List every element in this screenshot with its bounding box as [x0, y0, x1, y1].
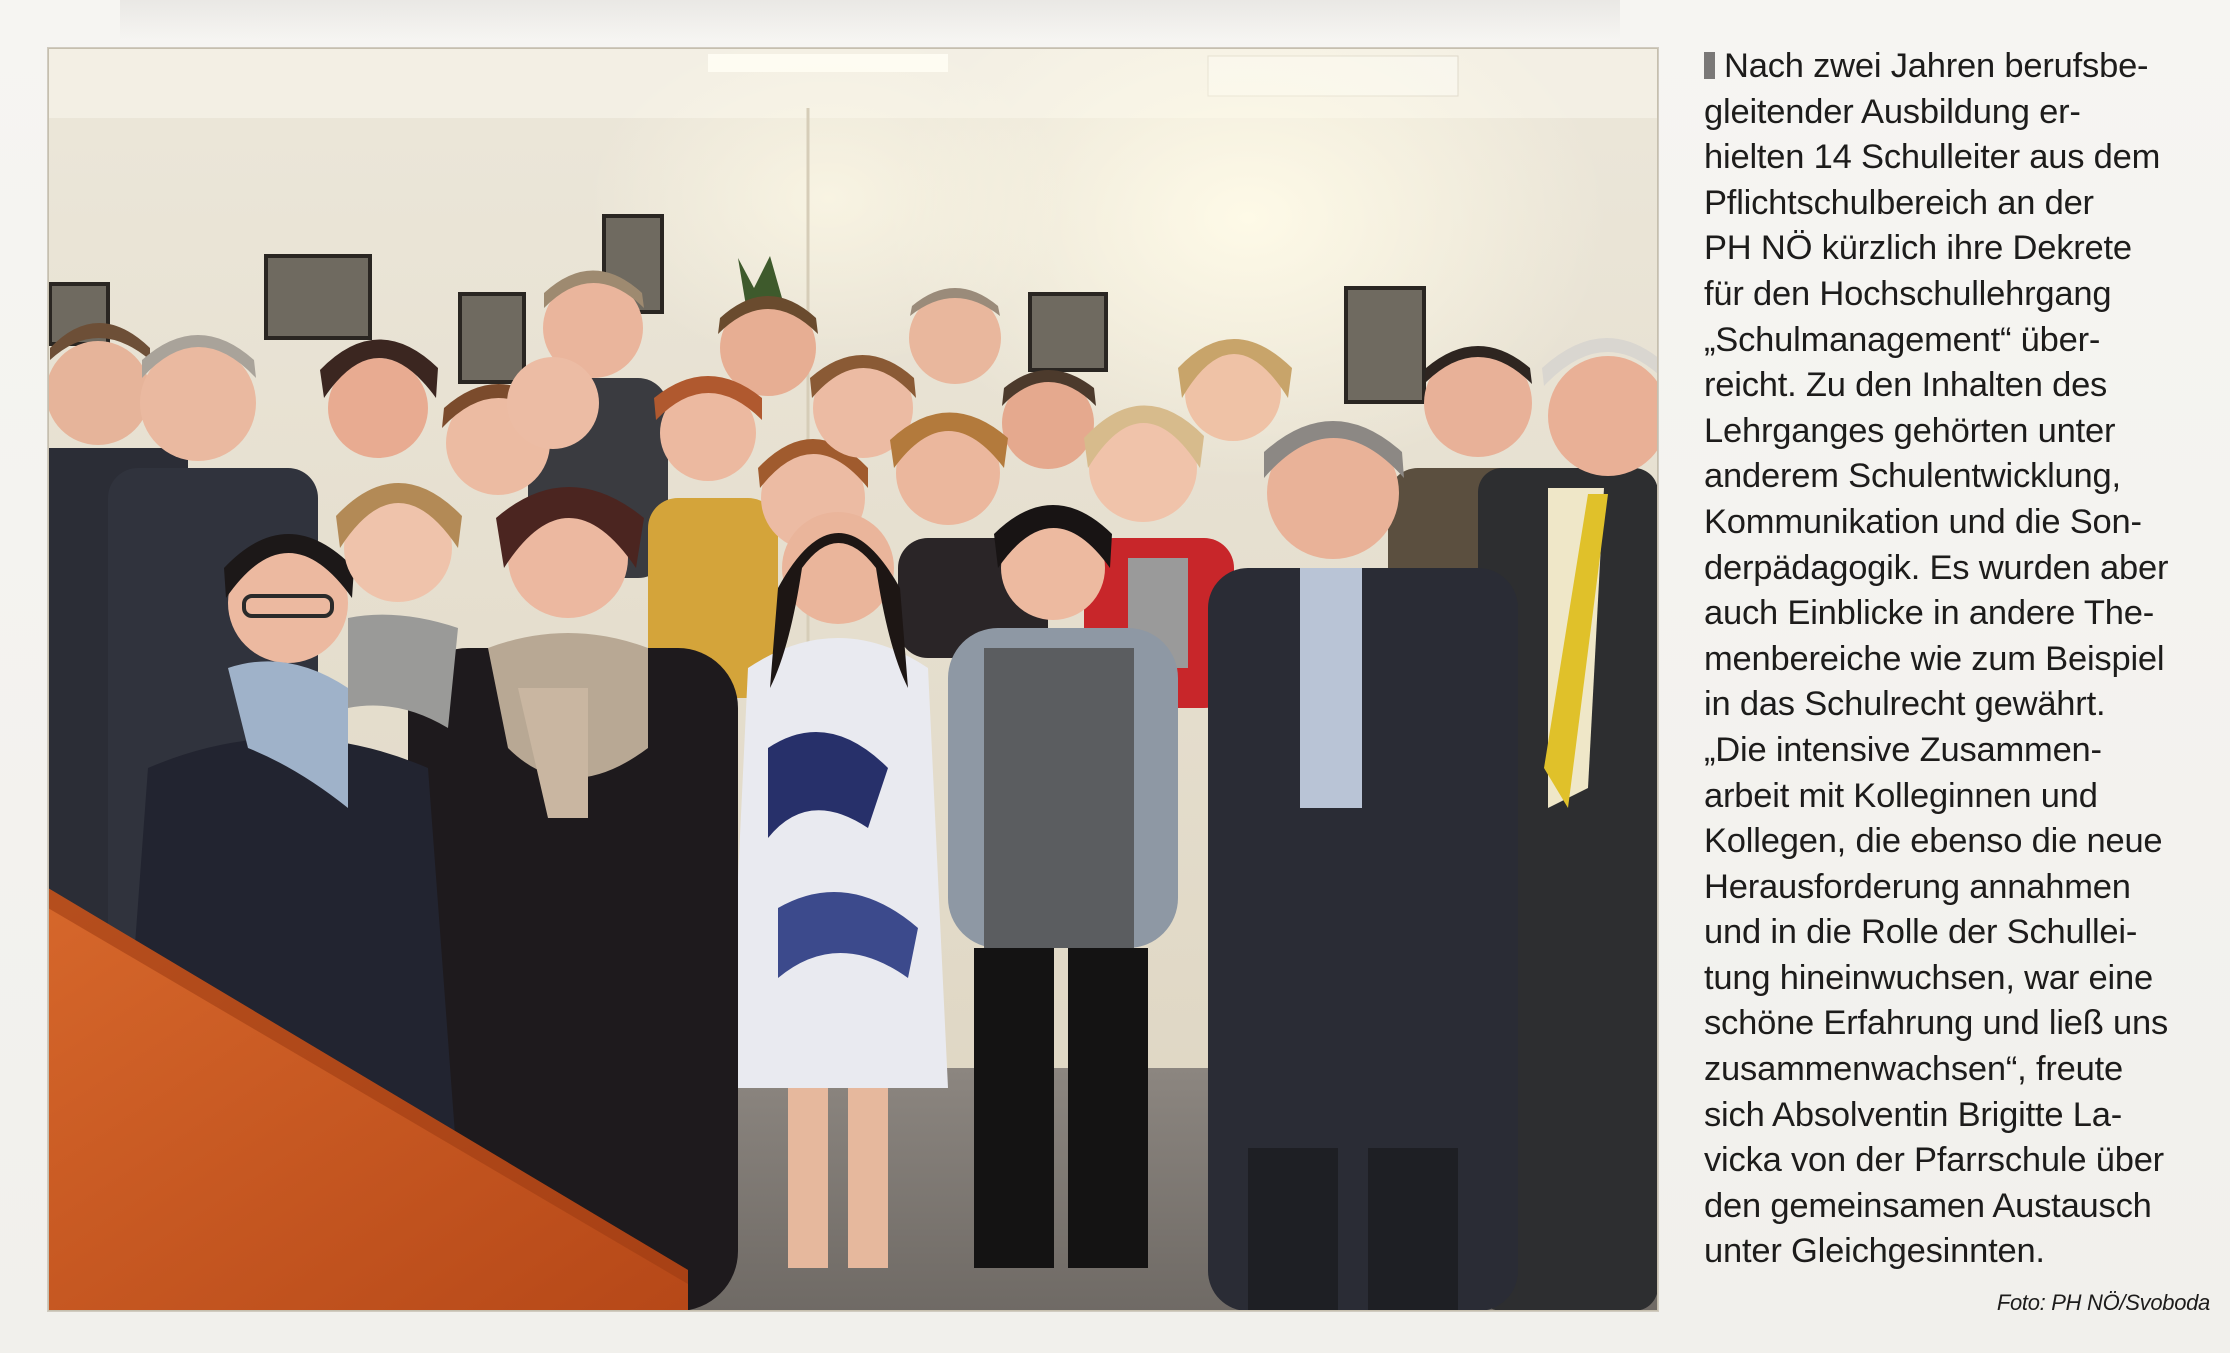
article-line: und in die Rolle der Schullei- [1704, 913, 2138, 952]
paragraph-marker-icon [1704, 52, 1715, 79]
article-line: Kollegen, die ebenso die neue [1704, 822, 2163, 861]
article-column [1704, 44, 2214, 1275]
article-line-text: Nach zwei Jahren berufsbe- [1724, 47, 2149, 85]
bleed-through-shadow [120, 0, 1620, 40]
article-line: arbeit mit Kolleginnen und [1704, 776, 2098, 815]
article-line: vicka von der Pfarrschule über [1704, 1141, 2164, 1180]
article-line: menbereiche wie zum Beispiel [1704, 639, 2165, 678]
article-line: Pflichtschulbereich an der [1704, 183, 2094, 222]
article-line [1704, 44, 2214, 90]
article-line: Herausforderung annahmen [1704, 867, 2131, 906]
article-line: anderem Schulentwicklung, [1704, 457, 2121, 496]
article-line: den gemeinsamen Austausch [1704, 1186, 2152, 1225]
article-text [1704, 44, 2214, 1275]
article-line: schöne Erfahrung und ließ uns [1704, 1004, 2169, 1043]
article-line: auch Einblicke in andere The- [1704, 594, 2155, 633]
article-line: reicht. Zu den Inhalten des [1704, 366, 2108, 405]
article-line: „Die intensive Zusammen- [1704, 730, 2102, 769]
group-photo-illustration [48, 48, 1658, 1311]
group-photo [48, 48, 1658, 1311]
article-line: zusammenwachsen“, freute [1704, 1050, 2123, 1089]
article-line: Kommunikation und die Son- [1704, 502, 2142, 541]
article-line: hielten 14 Schulleiter aus dem [1704, 138, 2161, 177]
article-line: in das Schulrecht gewährt. [1704, 685, 2106, 724]
article-line: derpädagogik. Es wurden aber [1704, 548, 2169, 587]
photo-credit: Foto: PH NÖ/Svoboda [1996, 1290, 2210, 1315]
article-line: tung hineinwuchsen, war eine [1704, 958, 2153, 997]
article-line: Lehrganges gehörten unter [1704, 411, 2116, 450]
article-line: „Schulmanagement“ über- [1704, 320, 2101, 359]
article-line: sich Absolventin Brigitte La- [1704, 1095, 2123, 1134]
article-line: unter Gleichgesinnten. [1704, 1232, 2045, 1271]
article-line: für den Hochschullehrgang [1704, 274, 2112, 313]
article-line: PH NÖ kürzlich ihre Dekrete [1704, 229, 2132, 268]
article-line: gleitender Ausbildung er- [1704, 92, 2081, 131]
